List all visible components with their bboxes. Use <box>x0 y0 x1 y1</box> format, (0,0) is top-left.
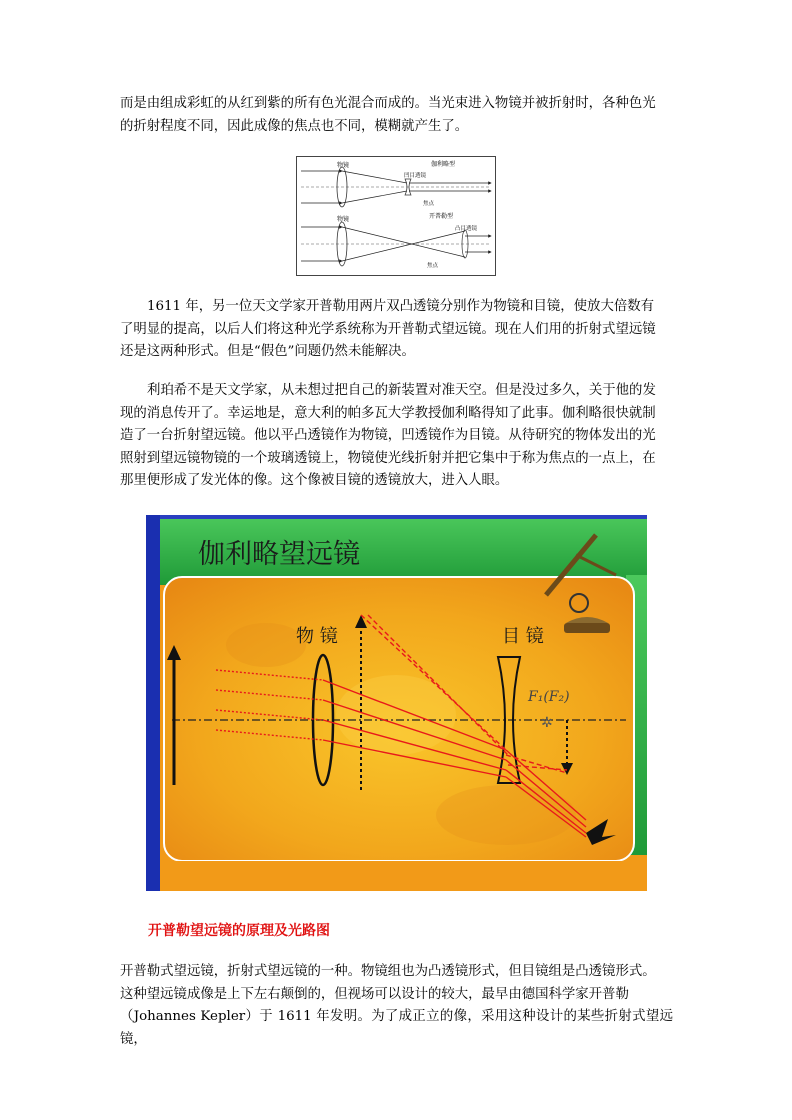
slide-title: 伽利略望远镜 <box>198 539 360 570</box>
label-focal-point: F₁(F₂) <box>528 689 570 705</box>
text-line: 了明显的提高，以后人们将这种光学系统称为开普勒式望远镜。现在人们用的折射式望远镜 <box>120 321 656 337</box>
text-line: 现的消息传开了。幸运地是，意大利的帕多瓦大学教授伽利略得知了此事。伽利略很快就制 <box>120 405 656 421</box>
paragraph-3 <box>120 380 673 493</box>
text-line: 照射到望远镜物镜的一个玻璃透镜上，物镜使光线折射并把它集中于称为焦点的一点上，在 <box>120 450 656 466</box>
text-line: 利珀希不是天文学家，从未想过把自己的新装置对准天空。但是没过多久，关于他的发 <box>147 383 656 398</box>
text-line: 开普勒式望远镜，折射式望远镜的一种。物镜组也为凸透镜形式，但目镜组是凸透镜形式。 <box>120 964 656 979</box>
telescope-types-svg <box>297 157 495 275</box>
label-concave-eyepiece: 凹目透镜 <box>404 173 427 179</box>
section-heading: 开普勒望远镜的原理及光路图 <box>148 923 330 939</box>
label-focus-bottom: 焦点 <box>427 263 439 269</box>
label-objective: 物 镜 <box>296 626 338 647</box>
paragraph-1 <box>120 93 673 138</box>
label-convex-eyepiece: 凸目透镜 <box>455 226 478 232</box>
text-line: 造了一台折射望远镜。他以平凸透镜作为物镜，凹透镜作为目镜。从待研究的物体发出的光 <box>120 428 656 443</box>
label-galilean: 伽利略型 <box>431 161 456 168</box>
galilean-telescope-slide <box>146 515 647 891</box>
focal-star-icon: ✲ <box>541 715 553 731</box>
text-line: 还是这两种形式。但是“假色”问题仍然未能解决。 <box>120 344 415 359</box>
text-line: 的折射程度不同，因此成像的焦点也不同，模糊就产生了。 <box>120 118 469 134</box>
label-objective-bottom: 物镜 <box>337 216 350 223</box>
label-keplerian: 开普勒型 <box>429 213 454 220</box>
text-line: 这种望远镜成像是上下左右颠倒的，但视场可以设计的较大，最早由德国科学家开普勒 <box>120 986 629 1002</box>
telescope-types-diagram <box>296 156 496 276</box>
label-eyepiece: 目 镜 <box>502 626 544 647</box>
text-line: 而是由组成彩虹的从红到紫的所有色光混合而成的。当光束进入物镜并被折射时，各种色光 <box>120 96 656 111</box>
text-line: 那里便形成了发光体的像。这个像被目镜的透镜放大，进入人眼。 <box>120 473 509 488</box>
paragraph-2 <box>120 296 673 364</box>
label-objective-top: 物镜 <box>337 162 350 169</box>
paragraph-4 <box>120 961 673 1051</box>
label-focus-top: 焦点 <box>423 201 435 207</box>
text-line: （Johannes Kepler）于 1611 年发明。为了成正立的像，采用这种设计的某些折射式望远镜， <box>120 1009 673 1047</box>
text-line: 1611 年，另一位天文学家开普勒用两片双凸透镜分别作为物镜和目镜，使放大倍数有 <box>147 299 655 314</box>
galilean-telescope-svg <box>146 515 647 891</box>
